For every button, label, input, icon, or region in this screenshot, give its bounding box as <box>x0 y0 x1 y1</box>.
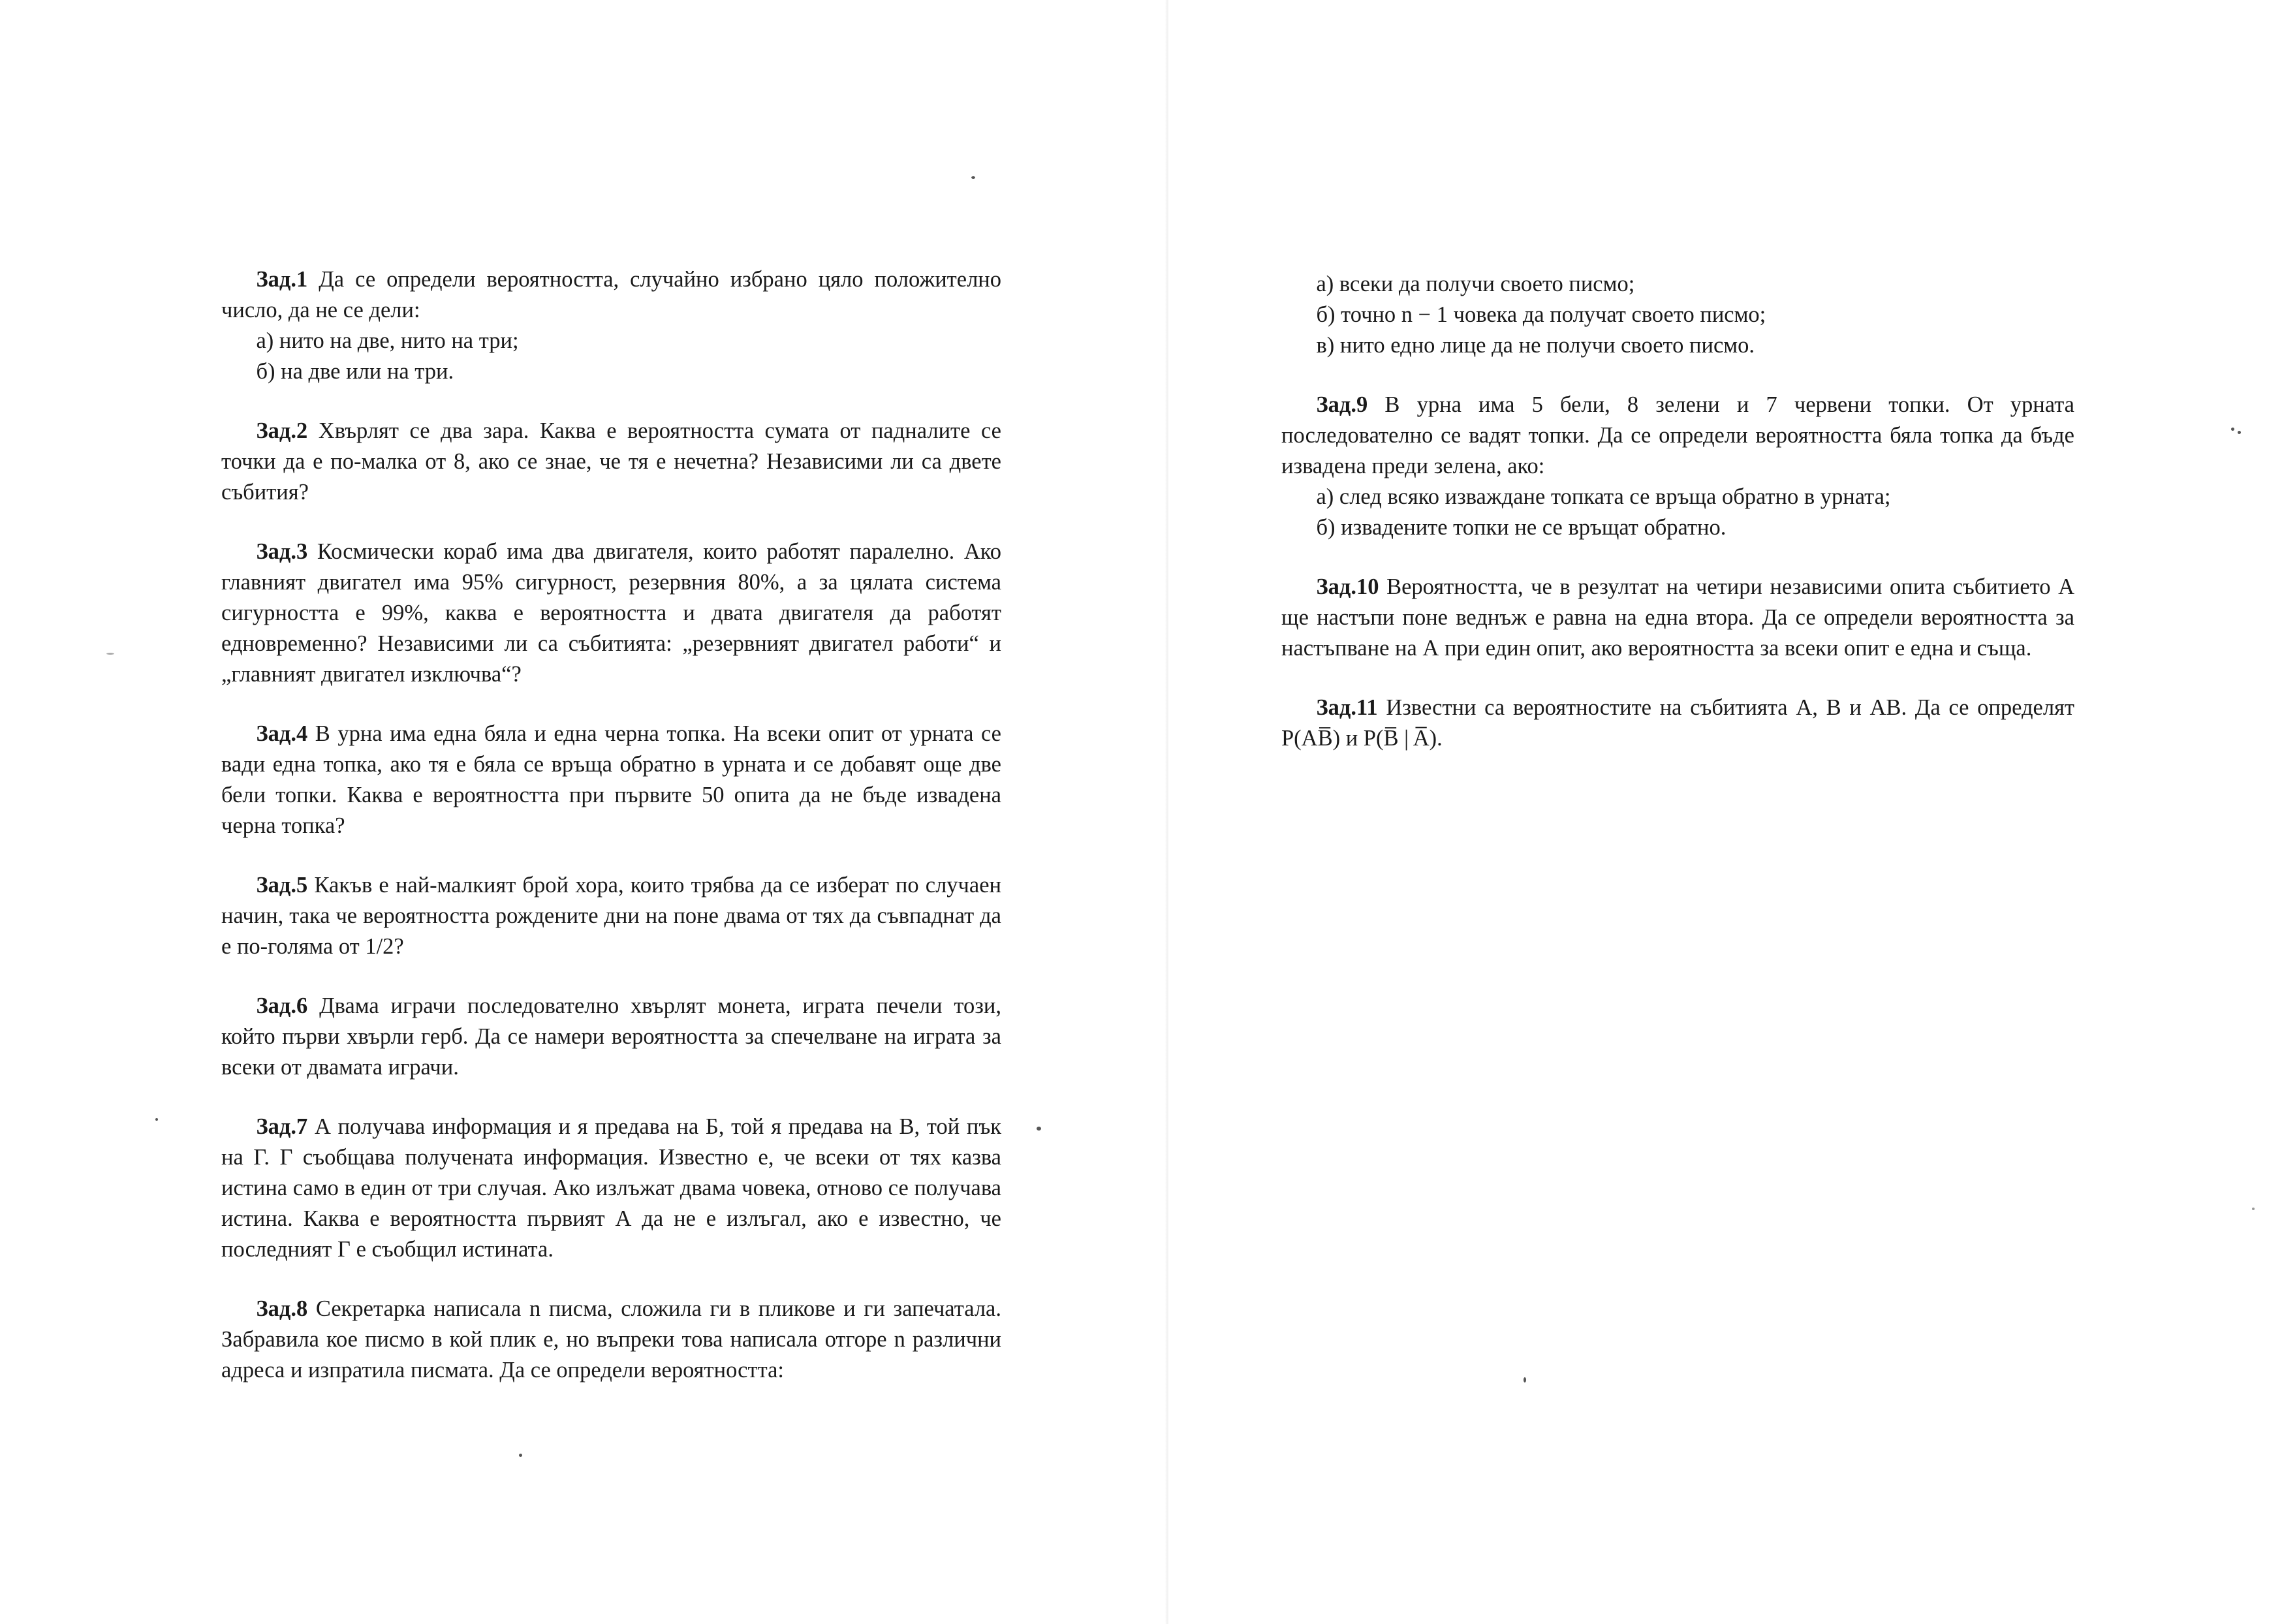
task-text: В урна има една бяла и една черна топка. На всеки опит от урната се вади една топка, ако тя е бяла се връща обратно в урната и се добавят още две бели топки. Каква е вероятността при първите 50 опита да не бъде извадена черна топка? <box>221 721 1001 838</box>
task-heading: Зад.1 <box>256 267 308 292</box>
task-8-continued <box>1281 269 2074 361</box>
task-3 <box>221 537 1001 690</box>
task-heading: Зад.10 <box>1316 574 1379 599</box>
task-item: б) точно n − 1 човека да получат своето писмо; <box>1316 302 1766 327</box>
task-text: Известни са вероятностите на събитията A, B и AB. Да се определят P(AB̅) и P(B̅ | A̅). <box>1281 695 2074 751</box>
task-text: Хвърлят се два зара. Каква е вероятността сумата от падналите се точки да е по-малка от 8, ако се знае, че тя е нечетна? Независими ли са двете събития? <box>221 418 1001 505</box>
task-heading: Зад.5 <box>256 873 308 898</box>
task-text: В урна има 5 бели, 8 зелени и 7 червени топки. От урната последователно се вадят топки. Да се определи вероятността бяла топка да бъде извадена преди зелена, ако: <box>1281 392 2074 478</box>
task-text: Да се определи вероятността, случайно избрано цяло положително число, да не се дели: <box>221 267 1001 322</box>
scan-speck <box>2238 431 2241 434</box>
task-item: в) нито едно лице да не получи своето писмо. <box>1316 333 1755 358</box>
task-heading: Зад.11 <box>1316 695 1378 720</box>
task-1 <box>221 264 1001 387</box>
scan-speck <box>971 176 975 179</box>
task-11 <box>1281 693 2074 754</box>
scan-speck <box>106 653 114 655</box>
task-text: Космически кораб има два двигателя, които работят паралелно. Ако главният двигател има 95% сигурност, резервния 80%, а за цялата система сигурността е 99%, каква е вероятността и двата двигателя да работят едновременно? Независими ли са събитията: „резервният двигател работи“ и „главният двигател изключва“? <box>221 539 1001 687</box>
scan-speck <box>2231 428 2234 431</box>
task-heading: Зад.6 <box>256 993 308 1018</box>
task-text: А получава информация и я предава на Б, той я предава на В, той пък на Г. Г съобщава получената информация. Известно е, че всеки от тях казва истина само в един от три случая. Ако излъжат двама човека, отново се получава истина. Каква е вероятността първият А да не е излъгал, ако е известно, че последният Г е съобщил истината. <box>221 1114 1001 1262</box>
scan-speck <box>2252 1208 2255 1210</box>
task-heading: Зад.3 <box>256 539 308 564</box>
task-8 <box>221 1294 1001 1386</box>
task-9 <box>1281 390 2074 543</box>
task-heading: Зад.7 <box>256 1114 308 1139</box>
scan-speck <box>1524 1377 1526 1382</box>
task-item: б) на две или на три. <box>256 359 454 384</box>
task-item: а) всеки да получи своето писмо; <box>1316 272 1635 296</box>
task-4 <box>221 719 1001 841</box>
task-text: Двама играчи последователно хвърлят монета, играта печели този, който първи хвърли герб. Да се намери вероятността за спечелване на играта за всеки от двамата играчи. <box>221 993 1001 1080</box>
task-2 <box>221 416 1001 508</box>
task-item: а) след всяко изваждане топката се връща обратно в урната; <box>1316 484 1891 509</box>
task-text: Вероятността, че в резултат на четири независими опита събитието A ще настъпи поне веднъж е равна на една втора. Да се определи вероятността за настъпване на А при един опит, ако вероятността за всеки опит е една и съща. <box>1281 574 2074 661</box>
scan-speck <box>519 1454 522 1457</box>
page-fold <box>1165 0 1169 1624</box>
task-5 <box>221 870 1001 962</box>
task-heading: Зад.4 <box>256 721 308 746</box>
right-column <box>1281 269 2074 783</box>
left-column <box>221 264 1001 1414</box>
task-6 <box>221 991 1001 1083</box>
task-heading: Зад.8 <box>256 1296 308 1321</box>
task-heading: Зад.2 <box>256 418 308 443</box>
task-text: Какъв е най-малкият брой хора, които трябва да се изберат по случаен начин, така че вероятността рождените дни на поне двама от тях да съвпаднат да е по-голяма от 1/2? <box>221 873 1001 959</box>
scan-speck <box>155 1118 158 1121</box>
task-item: б) извадените топки не се връщат обратно. <box>1316 515 1727 540</box>
task-heading: Зад.9 <box>1316 392 1368 417</box>
scan-speck <box>1037 1127 1041 1131</box>
task-item: а) нито на две, нито на три; <box>256 328 519 353</box>
task-text: Секретарка написала n писма, сложила ги в пликове и ги запечатала. Забравила кое писмо в кой плик е, но въпреки това написала отгоре n различни адреса и изпратила писмата. Да се определи вероятността: <box>221 1296 1001 1382</box>
task-7 <box>221 1112 1001 1265</box>
task-10 <box>1281 572 2074 664</box>
